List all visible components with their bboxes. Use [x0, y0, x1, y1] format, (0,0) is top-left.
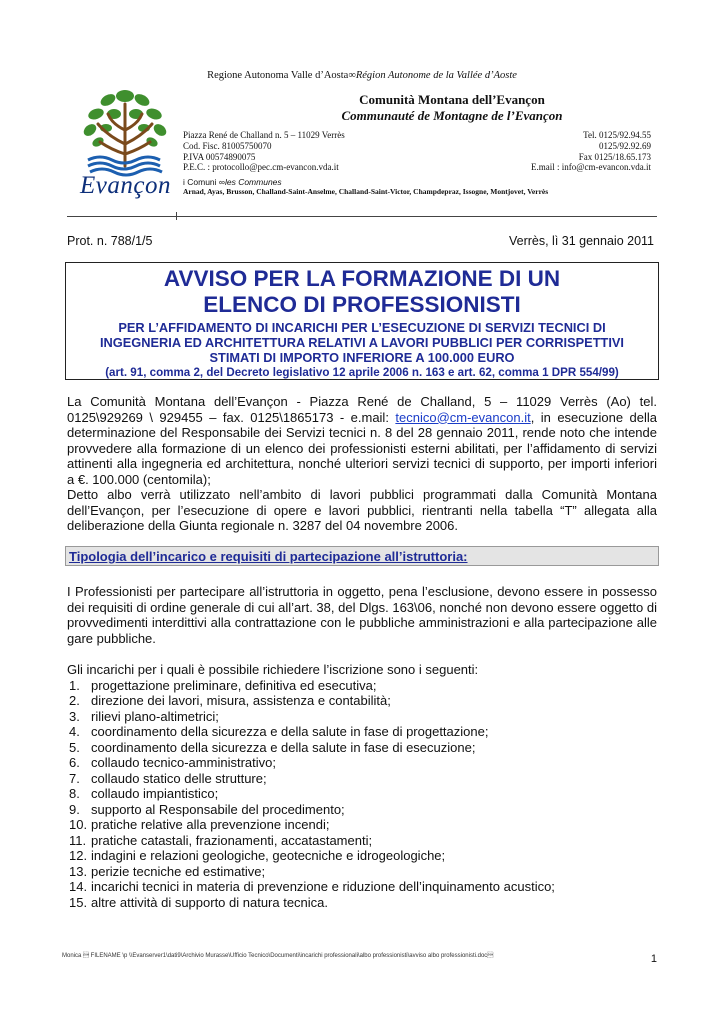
list-item: [67, 693, 657, 709]
list-item-text: coordinamento della sicurezza e della salute in fase di progettazione;: [91, 724, 489, 739]
list-item-text: incarichi tecnici in materia di prevenzione e riduzione dell’inquinamento acustico;: [91, 879, 555, 894]
subtitle-line-1: PER L’AFFIDAMENTO DI INCARICHI PER L’ESECUZIONE DI SERVIZI TECNICI DI: [118, 320, 606, 335]
org-name-french: Communauté de Montagne de l’Evançon: [341, 108, 563, 123]
list-item-number: 10.: [69, 817, 88, 832]
logo-wordmark: Evançon: [80, 172, 171, 199]
list-item: [67, 740, 657, 756]
list-item-text: collaudo impiantistico;: [91, 786, 219, 801]
list-item-number: 7.: [69, 770, 80, 786]
list-item: [67, 864, 657, 880]
list-item: [67, 879, 657, 895]
region-french: Région Autonome de la Vallée d’Aoste: [355, 70, 517, 81]
list-item-text: direzione dei lavori, misura, assistenza e contabilità;: [91, 693, 391, 708]
vat-number: P.IVA 00574890075: [183, 151, 256, 162]
list-item-text: rilievi plano-altimetrici;: [91, 708, 219, 724]
contact-address-block: [183, 130, 345, 173]
title-line-1: AVVISO PER LA FORMAZIONE DI UN: [163, 266, 561, 291]
requirements-paragraph: I Professionisti per partecipare all’istruttoria in oggetto, pena l’esclusione, devono essere in possesso dei requisiti di ordine generale di cui all’art. 38, del Dlgs. 163\06, nonché non devono essere oggetto di provvedimenti interdittivi alla contrattazione con le pubbliche amministrazioni e alla partecipazione alle gare pubbliche.: [67, 584, 657, 646]
communes-title-fr: les Communes: [224, 177, 282, 187]
section-heading: Tipologia dell’incarico e requisiti di partecipazione all’istruttoria:: [69, 549, 468, 564]
list-item: [67, 895, 657, 911]
intro-paragraph: [67, 394, 657, 487]
region-line: [0, 70, 724, 81]
services-list-intro: Gli incarichi per i quali è possibile richiedere l’iscrizione sono i seguenti:: [67, 662, 479, 677]
list-item-number: 4.: [69, 724, 80, 739]
list-item-text: supporto al Responsabile del procedimento;: [91, 801, 345, 817]
list-item-number: 2.: [69, 693, 80, 708]
list-item: [67, 755, 657, 771]
list-item-number: 15.: [69, 894, 88, 910]
list-item-text: indagini e relazioni geologiche, geotecniche e idrogeologiche;: [91, 848, 446, 863]
header-divider-tick: [176, 212, 177, 220]
list-item: [67, 802, 657, 818]
email-link[interactable]: tecnico@cm-evancon.it: [395, 409, 531, 425]
list-item: [67, 678, 657, 694]
communes-title: [183, 177, 282, 187]
list-item: [67, 848, 657, 864]
address-line: Piazza René de Challand n. 5 – 11029 Verrès: [183, 130, 345, 140]
fiscal-code: Cod. Fisc. 81005750070: [183, 140, 272, 151]
list-item-number: 3.: [69, 708, 80, 724]
phone-2: 0125/92.92.69: [598, 140, 651, 151]
phone-1: Tel. 0125/92.94.55: [583, 130, 651, 140]
services-list: [67, 678, 657, 911]
protocol-number: Prot. n. 788/1/5: [67, 234, 153, 248]
region-separator: ∞: [348, 70, 356, 81]
list-item-number: 5.: [69, 739, 80, 755]
list-item-text: perizie tecniche ed estimative;: [91, 863, 266, 879]
intro-text-start: La Comunità Montana dell’Evançon - Piazza René de Challand, 5 – 11029 Verrès (Ao) tel. 0125\929269 \ 929455 – fax. 0125\1865173 - e.mail:: [67, 394, 657, 425]
intro-text-end: , in esecuzione della determinazione del Responsabile dei Servizi tecnici n. 8 del 28 gennaio 2011, rende noto che intende provvedere alla formazione di un elenco dei professionisti esterni abilitati, per l’affidamento di servizi attinenti alla ingegneria ed architettura, nonché ulteriori servizi tecnici di supporto, per importi inferiori a €. 100.000 (centomila);: [67, 409, 657, 487]
list-item-number: 11.: [69, 832, 87, 848]
list-item-number: 6.: [69, 755, 80, 770]
header-divider: [67, 216, 657, 217]
list-item-text: coordinamento della sicurezza e della salute in fase di esecuzione;: [91, 739, 476, 755]
list-item-number: 12.: [69, 848, 88, 863]
list-item-text: collaudo statico delle strutture;: [91, 770, 267, 786]
list-item-text: collaudo tecnico-amministrativo;: [91, 755, 276, 770]
email-address: E.mail : info@cm-evancon.vda.it: [530, 162, 651, 173]
page-number: 1: [650, 953, 657, 965]
list-item-text: pratiche catastali, frazionamenti, accatastamenti;: [91, 832, 373, 848]
list-item-number: 14.: [69, 879, 88, 894]
list-item-number: 9.: [69, 801, 80, 817]
list-item-text: progettazione preliminare, definitiva ed esecutiva;: [91, 677, 377, 693]
list-item: [67, 724, 657, 740]
contact-phone-block: [531, 130, 651, 173]
communes-title-separator: ∞: [216, 177, 225, 187]
subtitle-line-3: STIMATI DI IMPORTO INFERIORE A 100.000 EURO: [209, 350, 515, 365]
communes-list: Arnad, Ayas, Brusson, Challand-Saint-Anselme, Challand-Saint-Victor, Champdepraz, Issogne, Montjovet, Verrès: [183, 187, 549, 196]
list-item-number: 1.: [69, 677, 80, 693]
subtitle-line-2: INGEGNERIA ED ARCHITETTURA RELATIVI A LAVORI PUBBLICI PER CORRISPETTIVI: [100, 335, 624, 350]
list-item: [67, 786, 657, 802]
footer-file-path: Monica  FILENAME \p \\Evanserver1\dati9\Archivio Murasse\Ufficio Tecnico\Documenti\incarichi professionali\albo professionisti\avviso albo professionisti.doc: [62, 953, 494, 959]
list-item: [67, 709, 657, 725]
document-subtitle: [65, 320, 659, 365]
document-date: Verrès, lì 31 gennaio 2011: [508, 234, 654, 248]
title-line-2: ELENCO DI PROFESSIONISTI: [203, 292, 521, 317]
org-name: Comunità Montana dell’Evançon: [359, 92, 545, 107]
list-item-text: pratiche relative alla prevenzione incendi;: [91, 817, 330, 832]
list-item: [67, 817, 657, 833]
list-item-number: 8.: [69, 786, 80, 801]
list-item: [67, 833, 657, 849]
document-title: [65, 266, 659, 318]
list-item: [67, 771, 657, 787]
region-italian: Regione Autonoma Valle d’Aosta: [207, 70, 349, 81]
register-usage-paragraph: Detto albo verrà utilizzato nell’ambito di lavori pubblici programmati dalla Comunità Montana dell’Evançon, per l’esecuzione di opere e lavori pubblici, rientranti nella tabella “T” allegata alla deliberazione della Giunta regionale n. 3287 del 04 novembre 2006.: [67, 487, 657, 533]
list-item-text: altre attività di supporto di natura tecnica.: [91, 894, 329, 910]
list-item-number: 13.: [69, 863, 88, 879]
fax-number: Fax 0125/18.65.173: [578, 151, 651, 162]
legal-reference: (art. 91, comma 2, del Decreto legislativo 12 aprile 2006 n. 163 e art. 62, comma 1 DPR 554/99): [105, 366, 619, 379]
pec-address: P.E.C. : protocollo@pec.cm-evancon.vda.it: [183, 162, 339, 173]
communes-title-it: i Comuni: [183, 177, 217, 187]
